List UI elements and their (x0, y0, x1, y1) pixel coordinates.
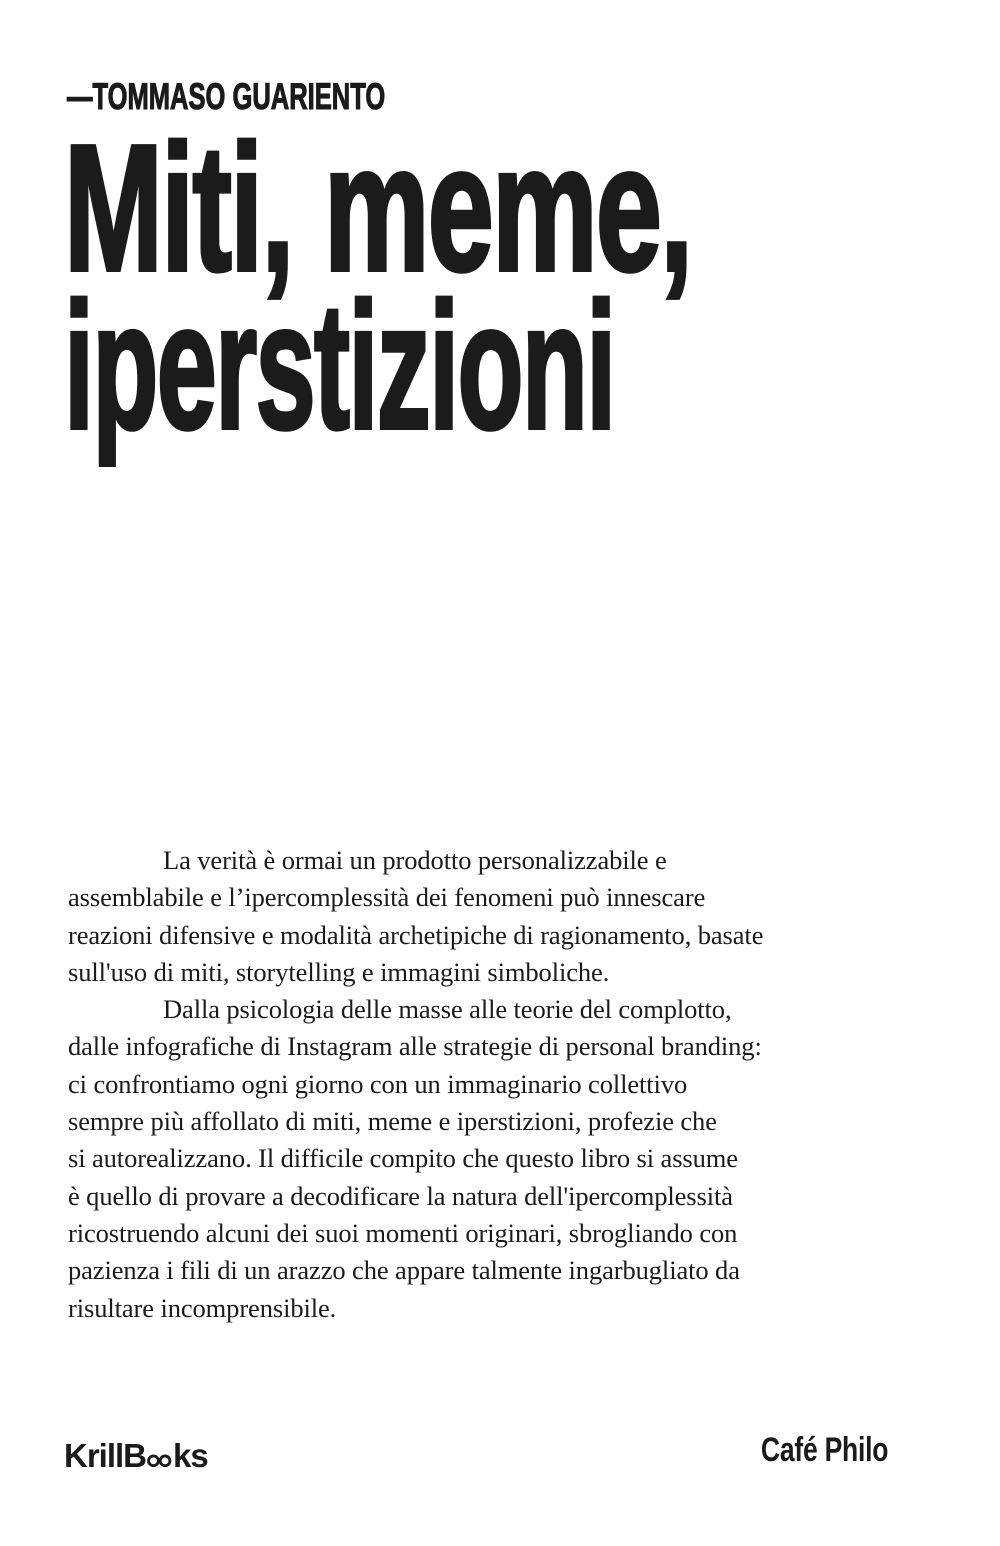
synopsis-line: si autorealizzano. Il difficile compito che questo libro si assume (68, 1143, 738, 1174)
synopsis-line: ci confrontiamo ogni giorno con un immaginario collettivo (68, 1068, 688, 1099)
synopsis-line: assemblabile e l’ipercomplessità dei fenomeni può innescare (68, 882, 706, 913)
synopsis-line: dalle infografiche di Instagram alle strategie di personal branding: (68, 1031, 762, 1062)
synopsis-line: reazioni difensive e modalità archetipiche di ragionamento, basate (68, 919, 764, 950)
imprint-logo-cafe-philo (725, 1433, 888, 1467)
krillbooks-prefix: KrillB (64, 1437, 147, 1474)
synopsis-text (68, 842, 898, 1327)
author-name-text: —TOMMASO GUARIENTO (67, 76, 386, 117)
infinity-oo-icon (145, 1452, 174, 1467)
synopsis-line: pazienza i fili di un arazzo che appare talmente ingarbugliato da (68, 1255, 740, 1286)
title-line-1: Miti, meme, (64, 108, 692, 309)
title-line-2: iperstizioni (64, 266, 615, 467)
synopsis-line: Dalla psicologia delle masse alle teorie del complotto, (163, 994, 732, 1025)
synopsis-line: sempre più affollato di miti, meme e iperstizioni, profezie che (68, 1106, 717, 1137)
synopsis-line: La verità è ormai un prodotto personalizzabile e (163, 845, 667, 875)
synopsis-line: ricostruendo alcuni dei suoi momenti originari, sbrogliando con (68, 1217, 738, 1248)
cafe-philo-text: Café Philo (760, 1431, 888, 1469)
krillbooks-suffix: ks (173, 1437, 208, 1474)
synopsis-line: è quello di provare a decodificare la natura dell'ipercomplessità (68, 1180, 733, 1211)
publisher-logo-krillbooks (64, 1439, 208, 1472)
book-title (64, 108, 1000, 467)
synopsis-line: sull'uso di miti, storytelling e immagini simboliche. (68, 956, 610, 987)
synopsis-line: risultare incomprensibile. (68, 1292, 337, 1323)
